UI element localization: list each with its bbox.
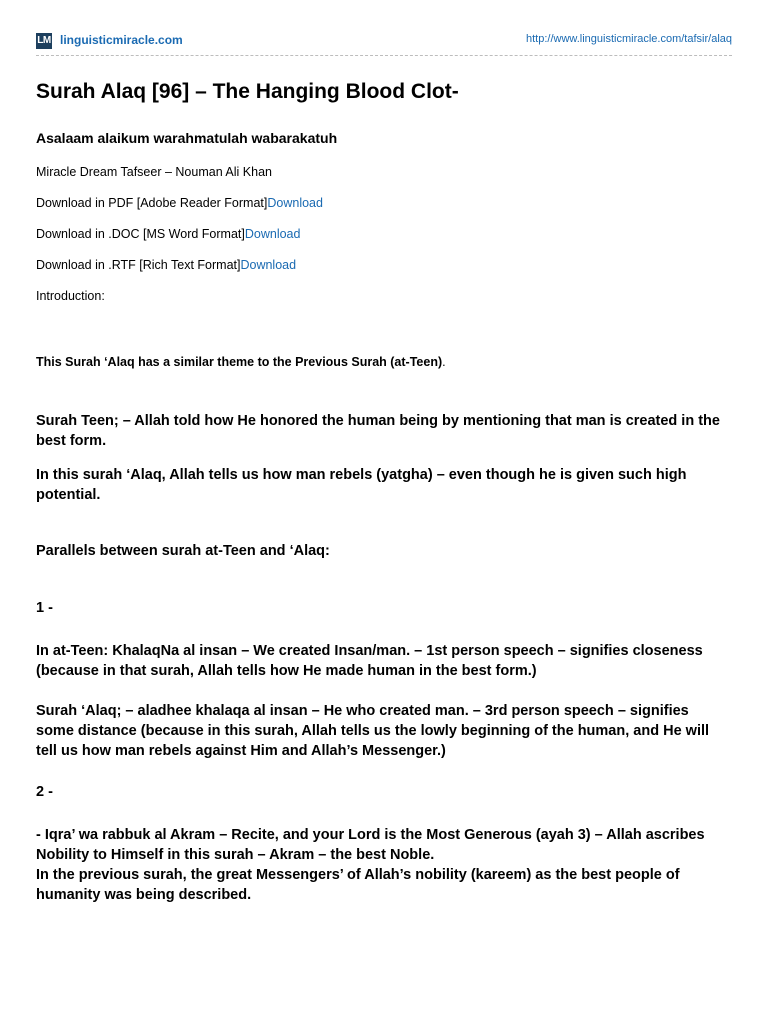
- download-doc-label: Download in .DOC [MS Word Format]: [36, 227, 245, 241]
- surah-alaq-paragraph: Surah ‘Alaq; – aladhee khalaqa al insan – He who created man. – 3rd person speech – signifies some distance (because in this surah, Allah tells us the lowly beginning of the human, and He will tell us how man rebels against Him and Allah’s Messenger.): [36, 703, 710, 759]
- download-doc-link[interactable]: Download: [244, 227, 301, 241]
- site-name-link[interactable]: linguisticmiracle.com: [60, 33, 183, 47]
- alaq-paragraph: In this surah ‘Alaq, Allah tells us how man rebels (yatgha) – even though he is given such high potential.: [36, 467, 687, 503]
- iqra-line-1: - Iqra’ wa rabbuk al Akram – Recite, and your Lord is the Most Generous (ayah 3) – Allah ascribes Nobility to Himself in this surah – Akram – the best Noble.: [36, 827, 705, 863]
- header-divider: [36, 55, 732, 56]
- iqra-line-2: In the previous surah, the great Messengers’ of Allah’s nobility (kareem) as the best people of humanity was being described.: [36, 867, 680, 903]
- download-pdf-label: Download in PDF [Adobe Reader Format]: [36, 196, 268, 210]
- teen-paragraph: Surah Teen; – Allah told how He honored the human being by mentioning that man is created in the best form.: [36, 413, 720, 449]
- parallels-heading: Parallels between surah at-Teen and ‘Alaq:: [36, 543, 330, 559]
- download-pdf-link[interactable]: Download: [267, 196, 323, 210]
- page-title: Surah Alaq [96] – The Hanging Blood Clot-: [36, 80, 459, 103]
- article-body: [36, 78, 726, 905]
- page-header: [36, 30, 732, 52]
- series-line: Miracle Dream Tafseer – Nouman Ali Khan: [36, 165, 272, 179]
- point-one-marker: 1 -: [36, 600, 53, 616]
- similar-theme-bold: This Surah ‘Alaq has a similar theme to the Previous Surah (at-Teen): [36, 355, 443, 369]
- iqra-paragraph: [36, 825, 726, 905]
- at-teen-paragraph: In at-Teen: KhalaqNa al insan – We created Insan/man. – 1st person speech – signifies closeness (because in that surah, Allah tells how He made human in the best form.): [36, 643, 703, 679]
- download-pdf-row: [36, 194, 726, 212]
- greeting: Asalaam alaikum warahmatulah wabarakatuh: [36, 130, 338, 146]
- download-rtf-row: [36, 256, 726, 274]
- site-logo-icon: LM: [36, 33, 52, 49]
- download-rtf-link[interactable]: Download: [240, 258, 297, 272]
- download-rtf-label: Download in .RTF [Rich Text Format]: [36, 258, 241, 272]
- download-doc-row: [36, 225, 726, 243]
- similar-theme-end: .: [442, 355, 446, 369]
- introduction-label: Introduction:: [36, 289, 105, 303]
- point-two-marker: 2 -: [36, 784, 53, 800]
- page-url-link[interactable]: http://www.linguisticmiracle.com/tafsir/alaq: [525, 33, 732, 45]
- similar-theme-line: [36, 353, 726, 371]
